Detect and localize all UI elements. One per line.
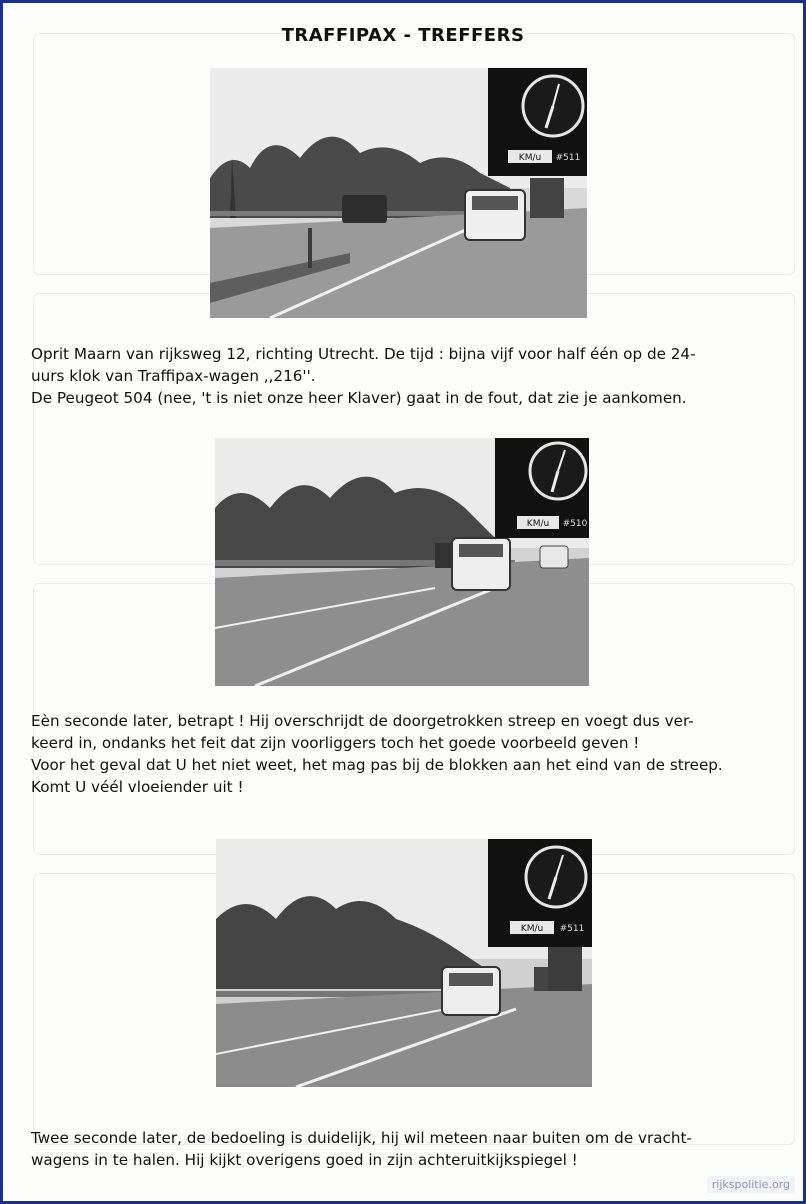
caption-line: Voor het geval dat U het niet weet, het mag pas bij de blokken aan het eind van de streep. [31,756,723,774]
traffipax-photo-3 [216,839,592,1087]
overlay-number: #510 [562,519,588,529]
overlay-counter: KM/u [520,924,544,934]
caption-line: Oprit Maarn van rijksweg 12, richting Utrecht. De tijd : bijna vijf voor half één op de 24- [31,345,696,363]
caption-line: Twee seconde later, de bedoeling is duidelijk, hij wil meteen naar buiten om de vracht- [31,1129,692,1147]
overlay-counter: KM/u [526,519,550,529]
caption-line: Komt U véél vloeiender uit ! [31,778,244,796]
caption-line: uurs klok van Traffipax-wagen ,,216''. [31,367,316,385]
caption-2 [31,710,801,798]
caption-line: De Peugeot 504 (nee, 't is niet onze heer Klaver) gaat in de fout, dat zie je aankomen. [31,389,687,407]
traffipax-photo-2 [215,438,589,686]
traffipax-photo-1 [210,68,587,318]
overlay-counter: KM/u [518,153,542,163]
watermark: rijkspolitie.org [707,1176,795,1193]
caption-line: wagens in te halen. Hij kijkt overigens goed in zijn achteruitkijkspiegel ! [31,1151,578,1169]
caption-line: Eèn seconde later, betrapt ! Hij overschrijdt de doorgetrokken streep en voegt dus ver- [31,712,694,730]
caption-1 [31,343,801,409]
page-title: TRAFFIPAX - TREFFERS [281,25,525,46]
overlay-number: #511 [559,924,585,934]
overlay-number: #511 [555,153,581,163]
caption-line: keerd in, ondanks het feit dat zijn voorliggers toch het goede voorbeeld geven ! [31,734,640,752]
caption-3 [31,1127,801,1171]
